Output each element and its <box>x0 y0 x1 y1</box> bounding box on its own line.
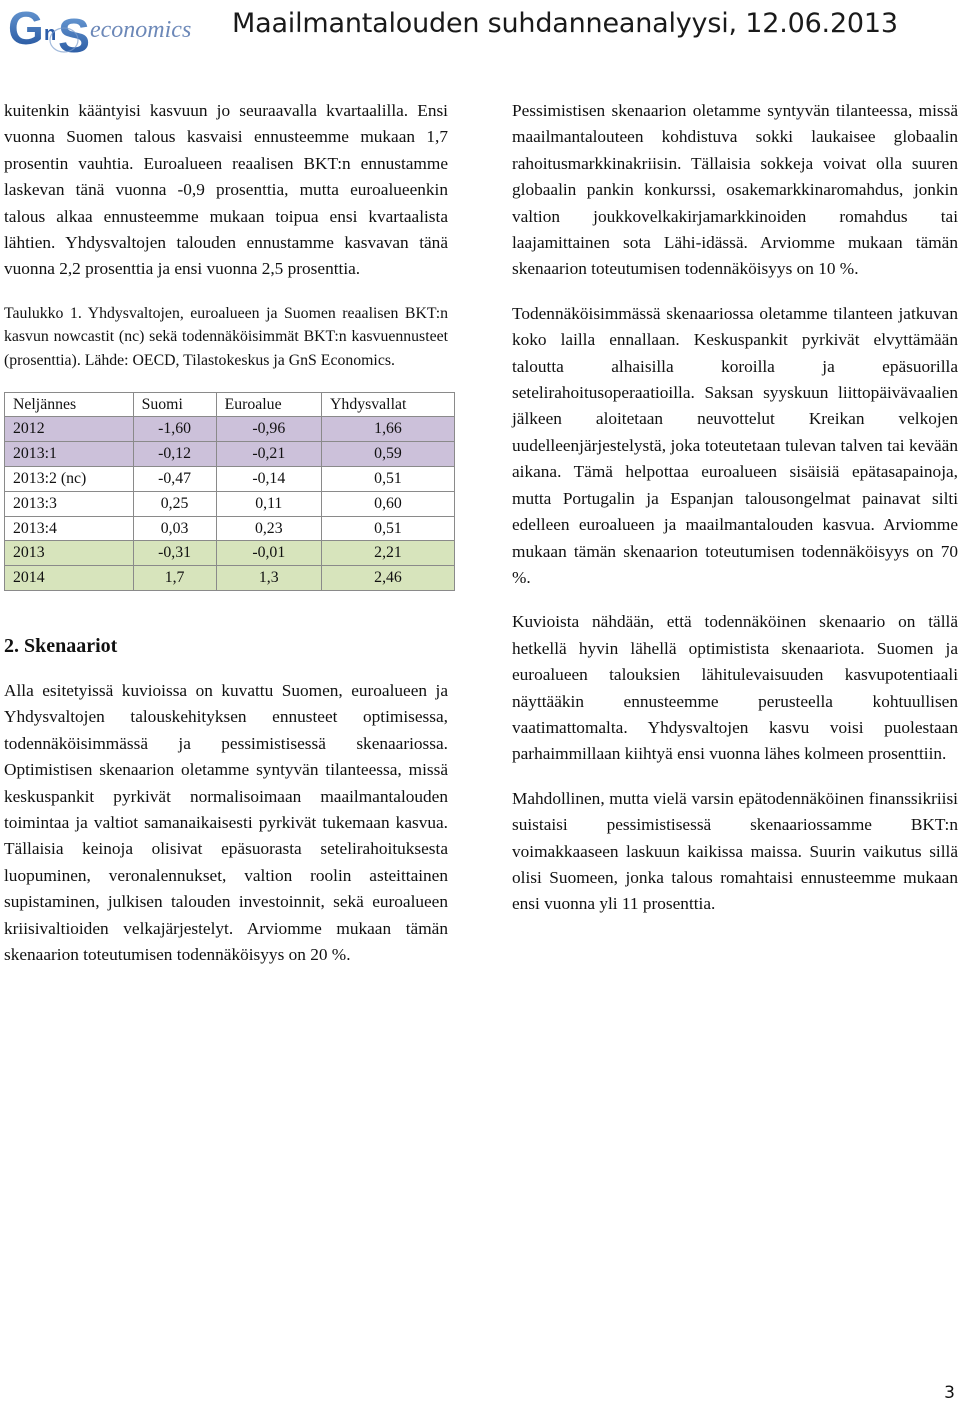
table-header-row <box>5 392 455 417</box>
table-cell: 1,3 <box>216 566 321 591</box>
table-cell: 2,46 <box>322 566 455 591</box>
svg-text:G: G <box>8 2 44 54</box>
svg-text:S: S <box>58 10 91 62</box>
table-cell: 2013:2 (nc) <box>5 467 134 492</box>
gdp-table <box>4 392 455 591</box>
table-cell: 0,51 <box>322 516 455 541</box>
left-column <box>4 98 448 968</box>
table-cell: 2013:1 <box>5 442 134 467</box>
table-cell: -0,47 <box>133 467 216 492</box>
table-cell: 0,11 <box>216 491 321 516</box>
likely-scenario-paragraph: Todennäköisimmässä skenaariossa oletamme tilanteen jatkuvan koko lailla ennallaan. Keskuspankit pyrkivät elvyttämään taloutta alhaisilla koroilla ja epäsuorilla setelirahoitusoperaatioilla. Saksan syyskuun liittopäivävaalien jälkeen aloitetaan neuvottelut Kreikan velkojen uudelleenjärjestelystä, joka toteutetaan tulevan talven tai kevään aikana. Tämä helpottaa euroalueen sisäisiä epätasapainoja, mutta Portugalin ja Espanjan talousongelmat painavat silti edelleen euroalueen ja maailmantalouden kasvua. Arviomme mukaan tämän skenaarion toteutumisen todennäköisyys on 70 %. <box>512 303 958 587</box>
table-row <box>5 417 455 442</box>
gns-economics-logo <box>6 2 206 62</box>
table-cell: 1,66 <box>322 417 455 442</box>
table-cell: -0,14 <box>216 467 321 492</box>
table-cell: 0,51 <box>322 467 455 492</box>
table-cell: 2012 <box>5 417 134 442</box>
table-cell: -0,21 <box>216 442 321 467</box>
svg-text:economics: economics <box>90 17 192 43</box>
header-title: Maailmantalouden suhdanneanalyysi, 12.06.2013 <box>232 8 898 39</box>
table-header-cell: Euroalue <box>216 392 321 417</box>
table-row <box>5 541 455 566</box>
table-row <box>5 442 455 467</box>
table-cell: -0,01 <box>216 541 321 566</box>
table-row <box>5 516 455 541</box>
table-cell: 2013:3 <box>5 491 134 516</box>
page-header <box>0 0 960 70</box>
right-column <box>512 98 958 918</box>
table-cell: 2013:4 <box>5 516 134 541</box>
table-row <box>5 491 455 516</box>
table-cell: 0,25 <box>133 491 216 516</box>
scenario-paragraph: Alla esitetyissä kuvioissa on kuvattu Suomen, euroalueen ja Yhdysvaltojen talouskehityksen ennusteet optimisessa, todennäköisimmässä ja pessimistisessä skenaariossa. Optimistisen skenaarion oletamme syntyvän tilanteessa, missä keskuspankit pyrkivät normalisoimaan maailmantalouden toimintaa ja valtiot samanaikaisesti pyrkivät tukemaan kasvua. Tällaisia keinoja olisivat epäsuorasta setelirahoituksesta luopuminen, veronalennukset, valtion roolin asteittainen supistaminen, julkisen talouden investoinnit, sekä euroalueen kriisivaltioiden velkajärjestelyt. Arviomme mukaan tämän skenaarion toteutumisen todennäköisyys on 20 %. <box>4 681 448 965</box>
table-row <box>5 566 455 591</box>
table-cell: -0,12 <box>133 442 216 467</box>
table-cell: 0,23 <box>216 516 321 541</box>
table-cell: 0,59 <box>322 442 455 467</box>
table-cell: 0,60 <box>322 491 455 516</box>
figures-paragraph: Kuvioista nähdään, että todennäköinen skenaario on tällä hetkellä hyvin lähellä optimistista skenaariota. Suomen ja euroalueen talouksien lähitulevaisuuden kasvupotentiaali näyttääkin ennusteemme perusteella kohtuullisen vaatimattomalta. Yhdysvaltojen kasvu voisi puolestaan parhaimmillaan kiihtyä ensi vuonna lähes kolmeen prosenttiin. <box>512 612 958 764</box>
table-cell: -1,60 <box>133 417 216 442</box>
table-header-cell: Neljännes <box>5 392 134 417</box>
table-cell: 2013 <box>5 541 134 566</box>
crisis-paragraph: Mahdollinen, mutta vielä varsin epätodennäköinen finanssikriisi suistaisi pessimistisessä skenaariossamme BKT:n voimakkaaseen laskuun kaikissa maissa. Suurin vaikutus sillä olisi Suomeen, jonka talous romahtaisi ennusteemme mukaan ensi vuonna yli 11 prosenttia. <box>512 788 958 914</box>
intro-paragraph: kuitenkin kääntyisi kasvuun jo seuraavalla kvartaalilla. Ensi vuonna Suomen talous kasvaisi ennusteemme mukaan 1,7 prosentin vauhtia. Euroalueen reaalisen BKT:n ennustamme laskevan tänä vuonna -0,9 prosenttia, mutta euroalueenkin talous alkaa ennusteemme mukaan toipua ensi kvartaalista lähtien. Yhdysvaltojen talouden ennustamme kasvavan tänä vuonna 2,2 prosenttia ja ensi vuonna 2,5 prosenttia. <box>4 101 448 279</box>
table-header-cell: Suomi <box>133 392 216 417</box>
table-cell: 2014 <box>5 566 134 591</box>
table-cell: 0,03 <box>133 516 216 541</box>
table-row <box>5 467 455 492</box>
table-cell: 2,21 <box>322 541 455 566</box>
table-cell: -0,31 <box>133 541 216 566</box>
table-header-cell: Yhdysvallat <box>322 392 455 417</box>
section-heading: 2. Skenaariot <box>4 635 118 657</box>
page-number: 3 <box>944 1383 955 1403</box>
table-cell: 1,7 <box>133 566 216 591</box>
svg-text:n: n <box>44 23 57 45</box>
table-caption: Taulukko 1. Yhdysvaltojen, euroalueen ja Suomen reaalisen BKT:n kasvun nowcastit (nc) sekä todennäköisimmät BKT:n kasvuennusteet (prosenttia). Lähde: OECD, Tilastokeskus ja GnS Economics. <box>4 304 448 370</box>
table-cell: -0,96 <box>216 417 321 442</box>
pessimistic-scenario-paragraph: Pessimistisen skenaarion oletamme syntyvän tilanteessa, missä maailmantalouteen kohdistuva sokki laukaisee globaalin rahoitusmarkkinakriisin. Tällaisia sokkeja voivat olla suuren globaalin pankin konkurssi, osakemarkkinaromahdus, jonkin valtion joukkovelkakirjamarkkinoiden romahdus tai laajamittainen sota Lähi-idässä. Arviomme mukaan tämän skenaarion toteutumisen todennäköisyys on 10 %. <box>512 101 958 279</box>
